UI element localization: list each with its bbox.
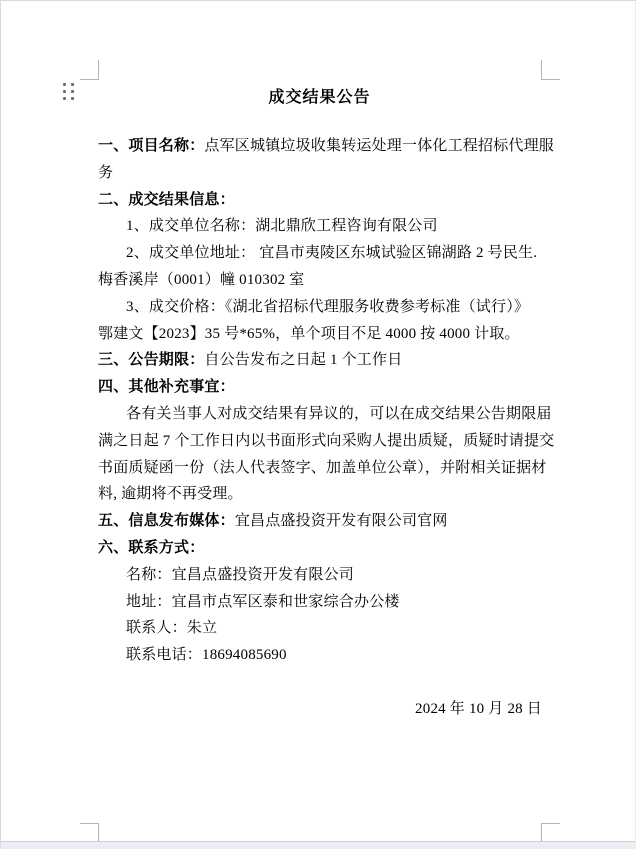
doc-line[interactable] xyxy=(98,642,544,669)
document-title[interactable]: 成交结果公告 xyxy=(268,89,371,106)
line-text: 宜昌点盛投资开发有限公司官网 xyxy=(234,513,448,530)
doc-line[interactable] xyxy=(98,187,544,214)
doc-line[interactable] xyxy=(98,481,544,508)
doc-line[interactable] xyxy=(98,294,544,321)
doc-line[interactable] xyxy=(98,535,544,562)
doc-line[interactable] xyxy=(98,455,547,482)
line-text: 鄂建文【2023】35 号*65%，单个项目不足 4000 按 4000 计取。 xyxy=(98,325,520,342)
paragraph-drag-handle-icon[interactable] xyxy=(63,83,75,101)
doc-line[interactable] xyxy=(98,562,544,589)
doc-line[interactable] xyxy=(98,240,544,267)
line-bold-label: 二、成交结果信息： xyxy=(98,191,235,208)
doc-line[interactable] xyxy=(98,615,544,642)
line-text: 满之日起 7 个工作日内以书面形式向采购人提出质疑，质疑时请提交 xyxy=(98,432,555,449)
doc-line[interactable] xyxy=(98,508,544,535)
doc-line[interactable] xyxy=(98,428,555,455)
doc-line[interactable] xyxy=(98,374,544,401)
doc-line[interactable] xyxy=(98,401,552,428)
line-bold-label: 五、信息发布媒体： xyxy=(98,513,235,530)
doc-line[interactable] xyxy=(98,589,544,616)
line-bold-label: 六、联系方式： xyxy=(98,539,205,556)
blank-line xyxy=(98,669,544,696)
line-text: 自公告发布之日起 1 个工作日 xyxy=(204,352,403,369)
doc-line[interactable] xyxy=(98,133,555,160)
doc-line[interactable] xyxy=(98,347,544,374)
line-bold-label: 一、项目名称： xyxy=(98,138,205,154)
line-text: 地址：宜昌市点军区泰和世家综合办公楼 xyxy=(126,593,400,610)
line-text: 书面质疑函一份（法人代表签字、加盖单位公章），并附相关证据材 xyxy=(98,459,547,476)
doc-line[interactable] xyxy=(98,267,544,294)
line-text: 3、成交价格：《湖北省招标代理服务收费参考标准（试行）》 xyxy=(126,298,530,315)
doc-line[interactable] xyxy=(98,213,544,240)
page-margin-mark-bottom-left xyxy=(80,823,99,843)
page-margin-mark-bottom-right xyxy=(541,823,560,843)
line-text: 各有关当事人对成交结果有异议的，可以在成交结果公告期限届 xyxy=(126,405,552,422)
line-text: 名称：宜昌点盛投资开发有限公司 xyxy=(126,566,355,583)
page-margin-mark-top-left xyxy=(80,60,99,80)
line-bold-label: 四、其他补充事宜： xyxy=(98,379,235,396)
line-text: 2、成交单位地址： 宜昌市夷陵区东城试验区锦湖路 2 号民生. xyxy=(126,245,538,262)
line-bold-label: 三、公告期限： xyxy=(98,352,205,369)
doc-line[interactable] xyxy=(98,160,544,187)
line-text: 1、成交单位名称：湖北鼎欣工程咨询有限公司 xyxy=(126,218,438,235)
line-text: 梅香溪岸（0001）幢 010302 室 xyxy=(98,271,305,288)
line-text: 联系人：朱立 xyxy=(126,620,218,637)
line-text: 料, 逾期将不再受理。 xyxy=(98,486,243,503)
page-bottom-strip xyxy=(1,841,635,849)
page-margin-mark-top-right xyxy=(541,60,560,80)
line-text: 联系电话：18694085690 xyxy=(126,647,287,664)
document-body[interactable] xyxy=(98,133,555,723)
line-text: 点军区城镇垃圾收集转运处理一体化工程招标代理服 xyxy=(204,138,555,154)
document-date[interactable]: 2024 年 10 月 28 日 xyxy=(415,700,542,717)
doc-line[interactable] xyxy=(98,321,544,348)
line-text: 务 xyxy=(98,164,114,181)
